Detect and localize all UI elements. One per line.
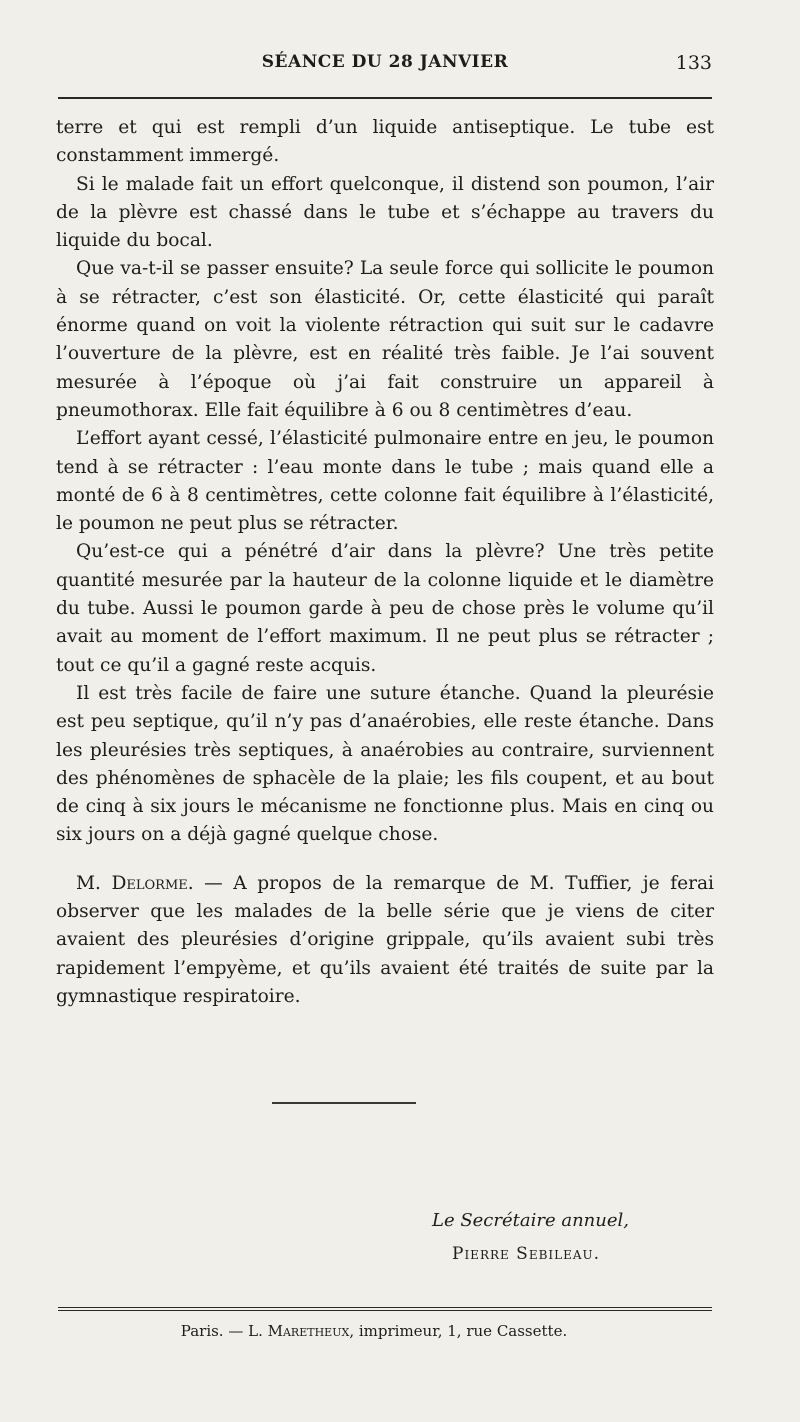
page-number: 133: [675, 52, 712, 74]
paragraph: terre et qui est rempli d’un liquide antiseptique. Le tube est constamment immergé.: [56, 117, 714, 167]
paragraph: Si le malade fait un effort quelconque, il distend son poumon, l’air de la plèvre est chassé dans le tube et s’échappe au travers du liquide du bocal.: [56, 173, 714, 252]
delorme-remark: — A propos de la remarque de M. Tuffier, je ferai observer que les malades de la belle série que je viens de citer avaient des pleurésies d’origine grippale, qu’ils avaient subi très rapidement l’empyème, et qu’ils avaient été traités de suite par la gymnastique respiratoire.: [56, 872, 715, 1007]
running-title: SÉANCE DU 28 JANVIER: [261, 52, 509, 72]
paragraph: Que va-t-il se passer ensuite? La seule force qui sollicite le poumon à se rétracter, c’est son élasticité. Or, cette élasticité qui paraît énorme quand on voit la violente rétraction qui suit sur le cadavre l’ouverture de la plèvre, est en réalité très faible. Je l’ai souvent mesurée à l’époque où j’ai fait construire un appareil à pneumothorax. Elle fait équilibre à 6 ou 8 centimètres d’eau.: [56, 258, 714, 421]
printer-imprint: [0, 1322, 800, 1340]
imprint-suffix: , imprimeur, 1, rue Cassette.: [349, 1322, 568, 1340]
paragraph: Qu’est-ce qui a pénétré d’air dans la plèvre? Une très petite quantité mesurée par la hauteur de la colonne liquide et le diamètre du tube. Aussi le poumon garde à peu de chose près le volume qu’il avait au moment de l’effort maximum. Il ne peut plus se rétracter ; tout ce qu’il a gagné reste acquis.: [56, 541, 714, 676]
footer-rule-second: [58, 1310, 712, 1311]
speaker-name: M. Delorme.: [76, 872, 194, 894]
imprint-prefix: Paris. — L.: [180, 1322, 268, 1340]
running-header: [58, 52, 712, 82]
delorme-paragraph: [56, 870, 714, 1011]
header-rule: [58, 97, 712, 99]
paragraph: Il est très facile de faire une suture étanche. Quand la pleurésie est peu septique, qu’il n’y pas d’anaérobies, elle reste étanche. Dans les pleurésies très septiques, à anaérobies au contraire, surviennent des phénomènes de sphacèle de la plaie; les fils coupent, et au bout de cinq à six jours le mécanisme ne fonctionne plus. Mais en cinq ou six jours on a déjà gagné quelque chose.: [56, 682, 714, 846]
section-divider: [272, 1102, 416, 1104]
body-text: [56, 114, 714, 1011]
secretary-name: Pierre Sebileau.: [452, 1244, 601, 1264]
footer-rule: [58, 1307, 712, 1308]
imprint-printer: Maretheux: [267, 1322, 350, 1340]
paragraph: L’effort ayant cessé, l’élasticité pulmonaire entre en jeu, le poumon tend à se rétracter : l’eau monte dans le tube ; mais quand elle a monté de 6 à 8 centimètres, cette colonne fait équilibre à l’élasticité, le poumon ne peut plus se rétracter.: [56, 428, 714, 535]
secretary-title: Le Secrétaire annuel,: [432, 1210, 629, 1231]
